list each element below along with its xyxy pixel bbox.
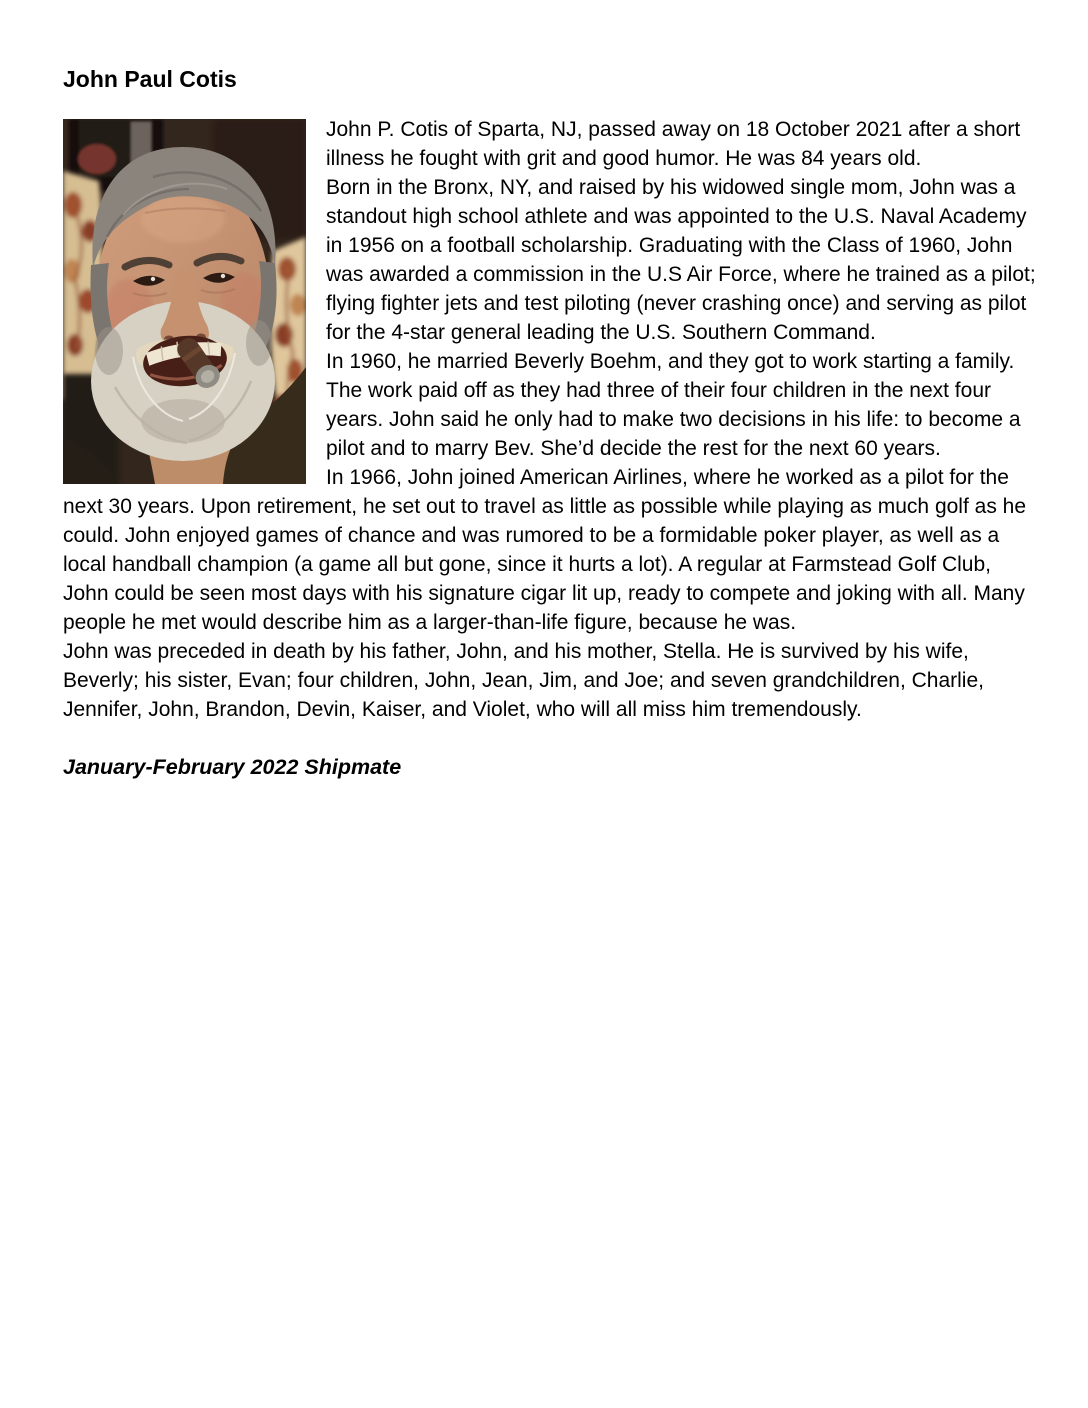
obituary-article (63, 115, 1037, 782)
obituary-paragraph-2: Born in the Bronx, NY, and raised by his widowed single mom, John was a standout high school athlete and was appointed to the U.S. Naval Academy in 1956 on a football scholarship. Graduating with the Class of 1960, John was awarded a commission in the U.S Air Force, where he trained as a pilot; flying fighter jets and test piloting (never crashing once) and serving as pilot for the 4-star general leading the U.S. Southern Command. (326, 176, 1036, 344)
document-content (63, 66, 1037, 782)
portrait-photo-illustration (63, 119, 306, 484)
obituary-paragraph-3: In 1960, he married Beverly Boehm, and they got to work starting a family. The work paid off as they had three of their four children in the next four years. John said he only had to make two decisions in his life: to become a pilot and to marry Bev. She’d decide the rest for the next 60 years. (326, 350, 1021, 460)
obituary-paragraph-5: John was preceded in death by his father, John, and his mother, Stella. He is survived by his wife, Beverly; his sister, Evan; four children, John, Jean, Jim, and Joe; and seven grandchildren, Charlie, Jennifer, John, Brandon, Devin, Kaiser, and Violet, who will all miss him tremendously. (63, 640, 984, 721)
obituary-paragraph-1: John P. Cotis of Sparta, NJ, passed away on 18 October 2021 after a short illness he fought with grit and good humor. He was 84 years old. (326, 118, 1021, 170)
page-title: John Paul Cotis (63, 66, 237, 92)
portrait-photo (63, 119, 306, 484)
obituary-paragraph-4: In 1966, John joined American Airlines, where he worked as a pilot for the next 30 years. Upon retirement, he set out to travel as little as possible while playing as much golf as he could. John enjoyed games of chance and was rumored to be a formidable poker player, as well as a local handball champion (a game all but gone, since it hurts a lot). A regular at Farmstead Golf Club, John could be seen most days with his signature cigar lit up, ready to compete and joking with all. Many people he met would describe him as a larger-than-life figure, because he was. (63, 466, 1027, 634)
publication-credit: January-February 2022 Shipmate (63, 755, 402, 779)
